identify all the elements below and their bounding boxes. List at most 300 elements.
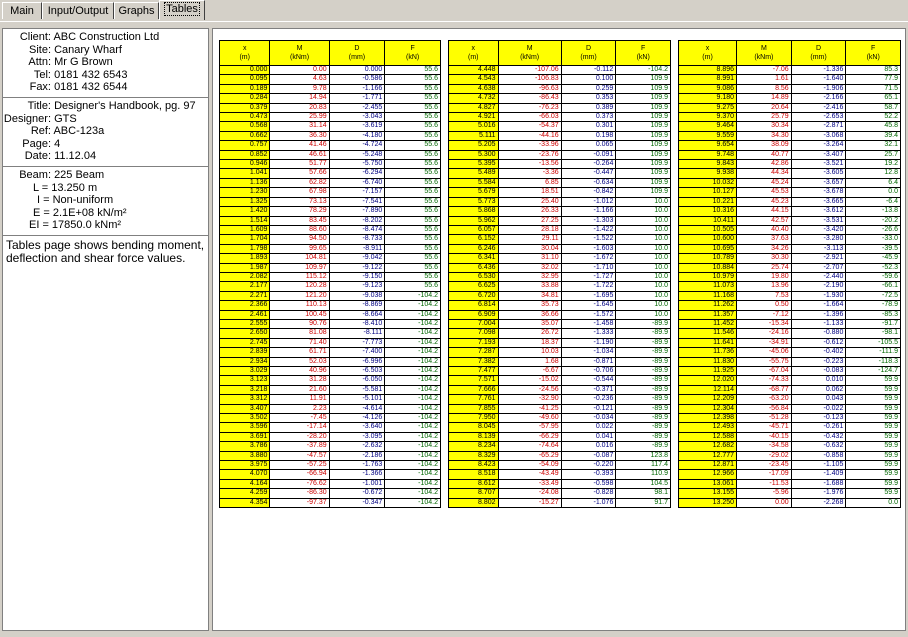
m-cell: 36.66 <box>498 310 561 319</box>
table-header-row <box>679 41 901 66</box>
m-cell: -24.16 <box>737 329 792 338</box>
table-row <box>449 282 671 291</box>
f-cell: -104.2 <box>385 319 441 328</box>
f-cell: 55.6 <box>385 188 441 197</box>
m-cell: 34.30 <box>737 131 792 140</box>
m-cell: 104.81 <box>270 254 329 263</box>
tab-graphs[interactable] <box>114 2 159 19</box>
d-cell: -0.544 <box>561 376 616 385</box>
x-cell: 0.473 <box>220 113 270 122</box>
table-row <box>679 423 901 432</box>
x-cell: 6.909 <box>449 310 499 319</box>
table-row <box>449 103 671 112</box>
d-cell: -1.396 <box>791 310 846 319</box>
f-cell: 123.8 <box>616 451 671 460</box>
f-cell: -104.2 <box>385 367 441 376</box>
f-cell: 55.6 <box>385 84 441 93</box>
x-cell: 12.588 <box>679 432 737 441</box>
fax-value: 0181 432 6544 <box>54 81 128 94</box>
table-row <box>449 131 671 140</box>
f-cell: 52.2 <box>846 113 901 122</box>
x-cell: 5.016 <box>449 122 499 131</box>
table-row <box>220 272 441 281</box>
site-value: Canary Wharf <box>54 43 122 56</box>
f-cell: 77.9 <box>846 75 901 84</box>
x-cell: 9.843 <box>679 160 737 169</box>
table-row <box>449 254 671 263</box>
attn-value: Mr G Brown <box>54 56 113 69</box>
table-row <box>220 84 441 93</box>
f-cell: 10.0 <box>616 244 671 253</box>
table-row <box>449 160 671 169</box>
column-unit: (kN) <box>866 54 880 61</box>
d-cell: -6.294 <box>329 169 385 178</box>
m-cell: 36.30 <box>270 131 329 140</box>
m-cell: 21.60 <box>270 385 329 394</box>
d-cell: -8.911 <box>329 244 385 253</box>
f-cell: 59.9 <box>846 423 901 432</box>
d-cell: -0.121 <box>561 404 616 413</box>
x-cell: 7.761 <box>449 395 499 404</box>
d-cell: -5.581 <box>329 385 385 394</box>
table-row <box>449 451 671 460</box>
table-row <box>220 498 441 507</box>
column-name: x <box>242 45 247 52</box>
m-cell: 78.29 <box>270 207 329 216</box>
x-cell: 9.370 <box>679 113 737 122</box>
d-cell: -1.672 <box>561 254 616 263</box>
d-cell: -2.268 <box>791 498 846 507</box>
d-cell: -1.366 <box>329 470 385 479</box>
column-name: D <box>585 45 592 52</box>
m-cell: -47.57 <box>270 451 329 460</box>
f-cell: 55.6 <box>385 263 441 272</box>
d-cell: -7.541 <box>329 197 385 206</box>
f-cell: -104.2 <box>385 414 441 423</box>
m-cell: 30.04 <box>498 244 561 253</box>
f-cell: 91.7 <box>616 498 671 507</box>
m-cell: 52.03 <box>270 357 329 366</box>
table-row <box>449 263 671 272</box>
m-cell: -13.56 <box>498 160 561 169</box>
f-cell: 55.6 <box>385 150 441 159</box>
f-cell: 55.6 <box>385 75 441 84</box>
d-cell: -4.126 <box>329 414 385 423</box>
d-cell: 0.100 <box>561 75 616 84</box>
x-cell: 2.271 <box>220 291 270 300</box>
m-cell: 18.37 <box>498 338 561 347</box>
x-cell: 5.868 <box>449 207 499 216</box>
d-cell: -9.150 <box>329 272 385 281</box>
x-cell: 8.707 <box>449 489 499 498</box>
results-table-3 <box>678 40 901 508</box>
m-cell: 44.34 <box>737 169 792 178</box>
x-cell: 8.802 <box>449 498 499 507</box>
table-row <box>679 348 901 357</box>
f-cell: 55.6 <box>385 122 441 131</box>
x-cell: 5.489 <box>449 169 499 178</box>
d-cell: -0.432 <box>791 432 846 441</box>
d-cell: -0.112 <box>561 66 616 75</box>
d-cell: -7.400 <box>329 348 385 357</box>
f-cell: -39.5 <box>846 244 901 253</box>
d-cell: -1.906 <box>791 84 846 93</box>
m-cell: -5.96 <box>737 489 792 498</box>
m-cell: -68.77 <box>737 385 792 394</box>
m-cell: -63.20 <box>737 395 792 404</box>
d-cell: 0.301 <box>561 122 616 131</box>
f-cell: -111.9 <box>846 348 901 357</box>
d-cell: -9.042 <box>329 254 385 263</box>
f-cell: -89.9 <box>616 432 671 441</box>
d-cell: -4.180 <box>329 131 385 140</box>
f-cell: 109.9 <box>616 94 671 103</box>
designer-value: GTS <box>54 112 77 125</box>
table-row <box>449 225 671 234</box>
f-cell: -104.2 <box>385 348 441 357</box>
column-name: D <box>815 45 822 52</box>
column-name: D <box>354 45 360 52</box>
deflection-column-header <box>561 41 616 66</box>
m-cell: -45.06 <box>737 348 792 357</box>
beam-label: Beam: <box>19 168 51 181</box>
deflection-column-header <box>791 41 846 66</box>
f-cell: 59.9 <box>846 432 901 441</box>
d-cell: -1.771 <box>329 94 385 103</box>
f-cell: -104.2 <box>385 385 441 394</box>
table-row <box>220 235 441 244</box>
x-cell: 6.530 <box>449 272 499 281</box>
table-row <box>679 141 901 150</box>
table-row <box>679 282 901 291</box>
table-row <box>220 122 441 131</box>
x-cell: 0.095 <box>220 75 270 84</box>
table-row <box>679 122 901 131</box>
f-cell: 55.6 <box>385 113 441 122</box>
project-info-panel <box>2 28 209 631</box>
table-row <box>220 94 441 103</box>
m-cell: -66.94 <box>270 470 329 479</box>
f-cell: 12.8 <box>846 169 901 178</box>
d-cell: -8.869 <box>329 301 385 310</box>
page-value: 4 <box>54 137 61 150</box>
m-cell: -57.25 <box>270 461 329 470</box>
m-cell: 45.24 <box>737 178 792 187</box>
table-row <box>679 451 901 460</box>
x-cell: 9.748 <box>679 150 737 159</box>
m-cell: -54.09 <box>498 461 561 470</box>
table-row <box>220 160 441 169</box>
m-cell: 40.40 <box>737 225 792 234</box>
f-cell: 109.9 <box>616 84 671 93</box>
x-cell: 2.934 <box>220 357 270 366</box>
x-cell: 2.745 <box>220 338 270 347</box>
f-cell: 55.6 <box>385 103 441 112</box>
x-cell: 10.505 <box>679 225 737 234</box>
d-cell: 0.016 <box>561 442 616 451</box>
table-row <box>449 94 671 103</box>
tab-input-output[interactable] <box>42 2 114 19</box>
f-cell: 0.0 <box>846 498 901 507</box>
f-cell: -85.3 <box>846 310 901 319</box>
f-cell: -104.2 <box>385 442 441 451</box>
m-cell: 88.60 <box>270 225 329 234</box>
d-cell: -3.095 <box>329 432 385 441</box>
m-cell: 121.20 <box>270 291 329 300</box>
f-cell: -104.2 <box>385 395 441 404</box>
m-cell: -55.75 <box>737 357 792 366</box>
x-cell: 7.382 <box>449 357 499 366</box>
inertia-value: I = Non-uniform <box>37 194 114 207</box>
x-cell: 3.029 <box>220 367 270 376</box>
m-cell: 0.50 <box>737 301 792 310</box>
d-cell: -1.727 <box>561 272 616 281</box>
d-cell: 0.353 <box>561 94 616 103</box>
table-row <box>449 197 671 206</box>
d-cell: -0.123 <box>791 414 846 423</box>
table-row <box>220 470 441 479</box>
d-cell: 0.373 <box>561 113 616 122</box>
table-row <box>220 442 441 451</box>
d-cell: -1.640 <box>791 75 846 84</box>
m-cell: 51.77 <box>270 160 329 169</box>
d-cell: -2.653 <box>791 113 846 122</box>
f-cell: 59.9 <box>846 385 901 394</box>
d-cell: -3.280 <box>791 235 846 244</box>
table-row <box>449 188 671 197</box>
table-row <box>679 385 901 394</box>
table-row <box>449 235 671 244</box>
x-cell: 5.300 <box>449 150 499 159</box>
f-cell: 109.9 <box>616 113 671 122</box>
f-cell: 6.4 <box>846 178 901 187</box>
table-row <box>220 319 441 328</box>
d-cell: -2.632 <box>329 442 385 451</box>
client-section <box>3 29 208 98</box>
table-row <box>449 150 671 159</box>
x-cell: 0.852 <box>220 150 270 159</box>
m-cell: 14.94 <box>270 94 329 103</box>
f-cell: 55.6 <box>385 272 441 281</box>
f-cell: -89.9 <box>616 329 671 338</box>
d-cell: 0.198 <box>561 131 616 140</box>
m-cell: -40.15 <box>737 432 792 441</box>
f-cell: 110.9 <box>616 470 671 479</box>
x-cell: 0.757 <box>220 141 270 150</box>
f-cell: -124.7 <box>846 367 901 376</box>
f-cell: -33.0 <box>846 235 901 244</box>
f-cell: -89.9 <box>616 423 671 432</box>
x-cell: 3.691 <box>220 432 270 441</box>
d-cell: -1.458 <box>561 319 616 328</box>
table-row <box>220 367 441 376</box>
x-cell: 10.979 <box>679 272 737 281</box>
table-row <box>449 301 671 310</box>
table-row <box>220 225 441 234</box>
f-cell: 59.9 <box>846 404 901 413</box>
tel-value: 0181 432 6543 <box>54 68 128 81</box>
table-row <box>449 432 671 441</box>
m-cell: 18.51 <box>498 188 561 197</box>
stiffness-value: EI = 17850.0 kNm² <box>29 219 122 232</box>
m-cell: 4.63 <box>270 75 329 84</box>
d-cell: -3.605 <box>791 169 846 178</box>
table-row <box>679 131 901 140</box>
d-cell: -3.665 <box>791 197 846 206</box>
d-cell: -1.303 <box>561 216 616 225</box>
x-cell: 4.259 <box>220 489 270 498</box>
d-cell: -3.640 <box>329 423 385 432</box>
table-row <box>220 131 441 140</box>
x-column-header <box>220 41 270 66</box>
m-cell: -23.76 <box>498 150 561 159</box>
d-cell: -0.706 <box>561 367 616 376</box>
x-column-header <box>679 41 737 66</box>
attn-label: Attn: <box>28 56 51 69</box>
f-cell: 109.9 <box>616 141 671 150</box>
d-cell: -1.333 <box>561 329 616 338</box>
table-row <box>449 442 671 451</box>
m-cell: -97.37 <box>270 498 329 507</box>
x-cell: 11.830 <box>679 357 737 366</box>
m-cell: -37.89 <box>270 442 329 451</box>
table-row <box>220 150 441 159</box>
m-cell: 33.88 <box>498 282 561 291</box>
d-cell: -8.474 <box>329 225 385 234</box>
m-cell: 73.13 <box>270 197 329 206</box>
table-row <box>679 216 901 225</box>
d-cell: -0.871 <box>561 357 616 366</box>
f-cell: -104.2 <box>385 291 441 300</box>
f-cell: 10.0 <box>616 254 671 263</box>
x-cell: 3.596 <box>220 423 270 432</box>
table-row <box>679 254 901 263</box>
m-cell: 19.80 <box>737 272 792 281</box>
ref-value: ABC-123a <box>53 125 105 138</box>
x-cell: 3.407 <box>220 404 270 413</box>
tel-label: Tel: <box>33 68 51 81</box>
x-cell: 11.641 <box>679 338 737 347</box>
f-cell: -104.2 <box>616 66 671 75</box>
m-cell: -6.67 <box>498 367 561 376</box>
f-cell: 109.9 <box>616 169 671 178</box>
d-cell: -3.113 <box>791 244 846 253</box>
d-cell: -2.186 <box>329 451 385 460</box>
x-cell: 10.411 <box>679 216 737 225</box>
f-cell: 10.0 <box>616 282 671 291</box>
x-cell: 13.250 <box>679 498 737 507</box>
table-row <box>449 385 671 394</box>
table-header-row <box>449 41 671 66</box>
m-cell: 30.34 <box>737 122 792 131</box>
column-name: x <box>471 45 475 52</box>
x-cell: 6.625 <box>449 282 499 291</box>
x-cell: 2.839 <box>220 348 270 357</box>
f-cell: -89.9 <box>616 395 671 404</box>
m-cell: 41.46 <box>270 141 329 150</box>
x-cell: 12.114 <box>679 385 737 394</box>
m-cell: -34.58 <box>737 442 792 451</box>
tab-tables[interactable] <box>159 0 205 20</box>
x-cell: 12.398 <box>679 414 737 423</box>
d-cell: -1.976 <box>791 489 846 498</box>
column-unit: (kN) <box>406 54 420 61</box>
d-cell: -0.447 <box>561 169 616 178</box>
m-cell: -86.30 <box>270 489 329 498</box>
d-cell: -1.664 <box>791 301 846 310</box>
d-cell: -3.531 <box>791 216 846 225</box>
f-cell: 109.9 <box>616 160 671 169</box>
x-cell: 8.423 <box>449 461 499 470</box>
m-cell: 40.96 <box>270 367 329 376</box>
column-unit: (mm) <box>580 54 597 61</box>
x-cell: 9.654 <box>679 141 737 150</box>
f-cell: 109.9 <box>616 150 671 159</box>
column-name: F <box>641 45 646 52</box>
table-row <box>679 470 901 479</box>
f-cell: 55.6 <box>385 207 441 216</box>
d-cell: -5.248 <box>329 150 385 159</box>
table-row <box>679 84 901 93</box>
deflection-column-header <box>329 41 385 66</box>
m-cell: -17.09 <box>737 470 792 479</box>
d-cell: -9.038 <box>329 291 385 300</box>
f-cell: 55.6 <box>385 169 441 178</box>
x-cell: 6.057 <box>449 225 499 234</box>
table-row <box>449 66 671 75</box>
m-cell: -15.34 <box>737 319 792 328</box>
x-cell: 9.559 <box>679 131 737 140</box>
x-cell: 3.123 <box>220 376 270 385</box>
m-cell: -33.49 <box>498 479 561 488</box>
moment-column-header <box>270 41 329 66</box>
m-cell: 10.03 <box>498 348 561 357</box>
d-cell: -2.921 <box>791 254 846 263</box>
f-cell: 55.6 <box>385 216 441 225</box>
m-cell: -43.49 <box>498 470 561 479</box>
f-cell: -89.9 <box>616 367 671 376</box>
x-cell: 7.098 <box>449 329 499 338</box>
f-cell: 109.9 <box>616 131 671 140</box>
table-row <box>679 169 901 178</box>
table-row <box>449 423 671 432</box>
f-cell: -104.2 <box>385 329 441 338</box>
tab-tables-label: Tables <box>166 3 198 15</box>
d-cell: -6.740 <box>329 178 385 187</box>
d-cell: -0.371 <box>561 385 616 394</box>
table-row <box>679 160 901 169</box>
m-cell: 20.83 <box>270 103 329 112</box>
table-row <box>220 113 441 122</box>
f-cell: 65.1 <box>846 94 901 103</box>
m-cell: -11.53 <box>737 479 792 488</box>
x-cell: 8.045 <box>449 423 499 432</box>
x-cell: 4.164 <box>220 479 270 488</box>
d-cell: -1.603 <box>561 244 616 253</box>
m-cell: 25.79 <box>737 113 792 122</box>
m-cell: -28.20 <box>270 432 329 441</box>
d-cell: -1.763 <box>329 461 385 470</box>
x-cell: 4.448 <box>449 66 499 75</box>
f-cell: 55.6 <box>385 94 441 103</box>
tab-main[interactable] <box>2 2 42 19</box>
f-cell: 109.9 <box>616 122 671 131</box>
x-cell: 8.234 <box>449 442 499 451</box>
tab-input-output-label: Input/Output <box>47 5 109 17</box>
d-cell: -0.402 <box>791 348 846 357</box>
table-row <box>449 272 671 281</box>
x-cell: 10.127 <box>679 188 737 197</box>
